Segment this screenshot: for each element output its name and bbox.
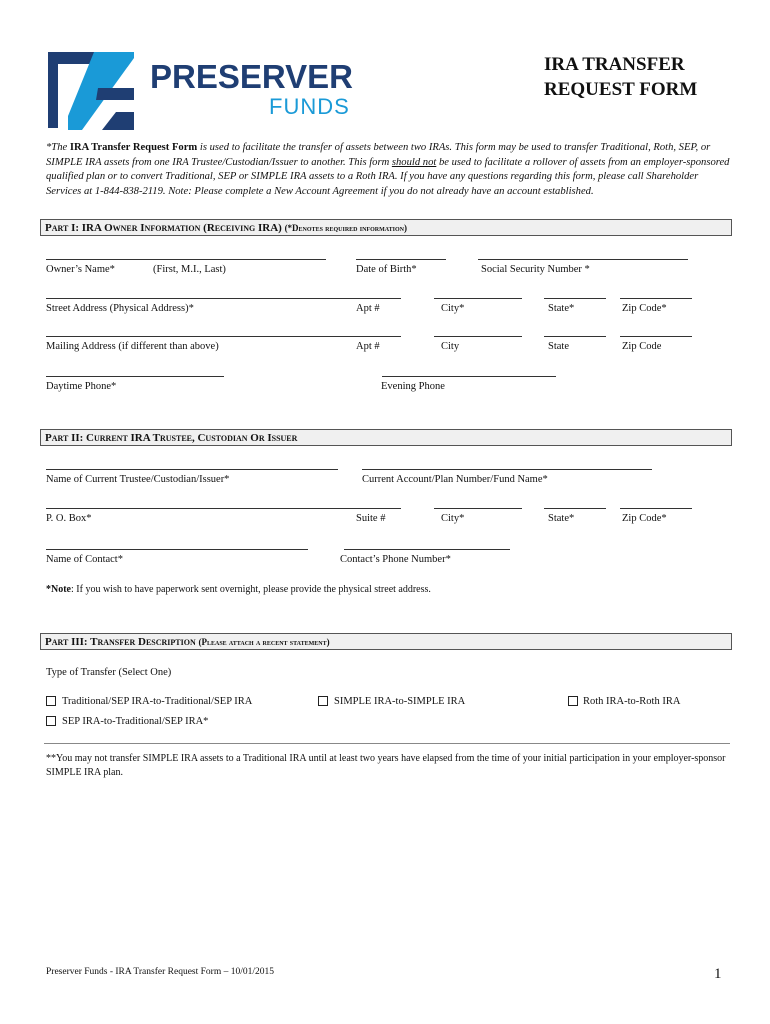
checkbox-simple[interactable]: [318, 696, 328, 706]
footer-text: Preserver Funds - IRA Transfer Request Form – 10/01/2015: [46, 967, 274, 977]
divider: [44, 743, 730, 744]
simple-ira-footnote: **You may not transfer SIMPLE IRA assets to a Traditional IRA until at least two years have elapsed from the time of your initial participation in your employer-sponsor SIMPLE IRA plan.: [46, 753, 726, 778]
eve-phone-line[interactable]: [382, 376, 556, 377]
mailing-label: Mailing Address (if different than above): [46, 341, 219, 352]
option-sep-to-traditional: SEP IRA-to-Traditional/SEP IRA*: [62, 716, 209, 727]
option-traditional-sep: Traditional/SEP IRA-to-Traditional/SEP IRA: [62, 696, 253, 707]
ssn-line[interactable]: [478, 259, 688, 260]
part3-heading-bar: [40, 633, 732, 650]
mailing-state-label: State: [548, 341, 569, 352]
account-label: Current Account/Plan Number/Fund Name*: [362, 474, 548, 485]
city-label: City*: [441, 303, 465, 314]
logo-sub: FUNDS: [269, 94, 350, 119]
trustee-state-line[interactable]: [544, 508, 606, 509]
dob-line[interactable]: [356, 259, 446, 260]
trustee-zip-line[interactable]: [620, 508, 692, 509]
dob-label: Date of Birth*: [356, 264, 417, 275]
owner-name-label: Owner’s Name*: [46, 264, 115, 275]
contact-phone-line[interactable]: [344, 549, 510, 550]
trustee-city-label: City*: [441, 513, 465, 524]
intro-underline: should not: [391, 156, 437, 168]
part1-heading-note: (*Denotes required information): [284, 223, 407, 233]
suite-label: Suite #: [356, 513, 386, 524]
state-line[interactable]: [544, 298, 606, 299]
part2-heading: Part II: Current IRA Trustee, Custodian Or Issuer: [45, 432, 298, 444]
part3-heading-note: (Please attach a recent statement): [198, 637, 330, 647]
contact-phone-label: Contact’s Phone Number*: [340, 554, 451, 565]
intro-bold: IRA Transfer Request Form: [69, 142, 198, 153]
intro-part1: is used to facilitate the transfer of assets between two IRAs. This form may be used to transfer Traditional, Roth, SEP, or SIMPLE IRA assets from one IRA Trustee/Custodian/Issuer to another. This form: [46, 142, 711, 168]
ssn-label: Social Security Number *: [481, 264, 590, 275]
mailing-zip-label: Zip Code: [622, 341, 662, 352]
trustee-state-label: State*: [548, 513, 575, 524]
title-line1: IRA TRANSFER: [544, 54, 685, 75]
title-line2: REQUEST FORM: [544, 79, 698, 100]
part1-heading: Part I: IRA Owner Information (Receiving IRA): [45, 222, 282, 234]
checkbox-traditional-sep[interactable]: [46, 696, 56, 706]
trustee-name-label: Name of Current Trustee/Custodian/Issuer*: [46, 474, 230, 485]
owner-name-hint: (First, M.I., Last): [153, 264, 226, 275]
zip-label: Zip Code*: [622, 303, 667, 314]
contact-label: Name of Contact*: [46, 554, 123, 565]
part2-heading-bar: [40, 429, 732, 446]
trustee-city-line[interactable]: [434, 508, 522, 509]
mailing-zip-line[interactable]: [620, 336, 692, 337]
account-line[interactable]: [362, 469, 652, 470]
street-label: Street Address (Physical Address)*: [46, 303, 194, 314]
state-label: State*: [548, 303, 575, 314]
intro-lead: *The: [46, 142, 70, 153]
trustee-zip-label: Zip Code*: [622, 513, 667, 524]
mailing-line[interactable]: [46, 336, 401, 337]
mailing-city-line[interactable]: [434, 336, 522, 337]
mailing-apt-label: Apt #: [356, 341, 380, 352]
option-simple: SIMPLE IRA-to-SIMPLE IRA: [334, 696, 466, 707]
checkbox-sep-to-traditional[interactable]: [46, 716, 56, 726]
contact-line[interactable]: [46, 549, 308, 550]
transfer-type-label: Type of Transfer (Select One): [46, 667, 172, 678]
mailing-state-line[interactable]: [544, 336, 606, 337]
intro-paragraph: [46, 141, 734, 199]
page-number: 1: [714, 966, 722, 982]
apt-label: Apt #: [356, 303, 380, 314]
po-box-label: P. O. Box*: [46, 513, 92, 524]
day-phone-line[interactable]: [46, 376, 224, 377]
intro-part2: be used to facilitate a rollover of assets from an employer-sponsored qualified plan or to convert Traditional, SEP or SIMPLE IRA assets to a Roth IRA. If you have any questions regarding this form, please call Shareholder Services at 1-844-838-2119. Note: Please complete a New Account Agreement if you do not already have an account established.: [46, 156, 730, 197]
owner-name-line[interactable]: [46, 259, 326, 260]
preserver-funds-logo: [46, 50, 376, 132]
part1-heading-bar: [40, 219, 732, 236]
overnight-note-bold: *Note: [46, 584, 71, 595]
form-title: [544, 52, 697, 102]
checkbox-roth[interactable]: [568, 696, 578, 706]
trustee-name-line[interactable]: [46, 469, 338, 470]
mailing-city-label: City: [441, 341, 460, 352]
city-line[interactable]: [434, 298, 522, 299]
overnight-note: [46, 584, 431, 595]
eve-phone-label: Evening Phone: [381, 381, 445, 392]
logo-name: PRESERVER: [150, 58, 353, 95]
zip-line[interactable]: [620, 298, 692, 299]
part3-heading: Part III: Transfer Description: [45, 636, 196, 648]
po-box-line[interactable]: [46, 508, 401, 509]
overnight-note-text: : If you wish to have paperwork sent overnight, please provide the physical street address.: [71, 584, 431, 595]
option-roth: Roth IRA-to-Roth IRA: [583, 696, 681, 707]
day-phone-label: Daytime Phone*: [46, 381, 117, 392]
street-line[interactable]: [46, 298, 401, 299]
